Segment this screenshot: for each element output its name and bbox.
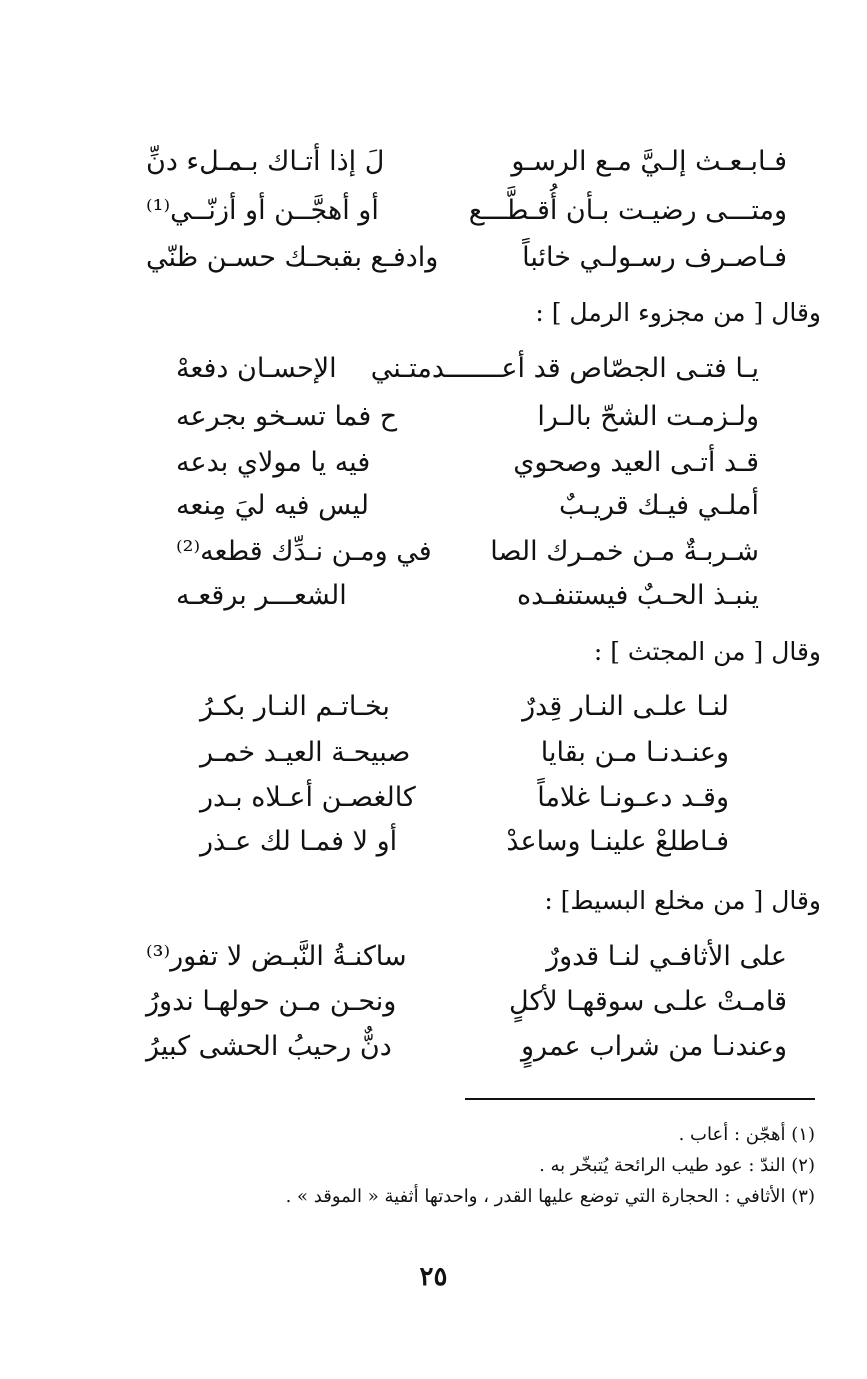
- footnote: (١) أهجّن : أعاب .: [678, 1124, 815, 1145]
- hemistich-left: ح فما تسـخو بجرعه: [176, 401, 398, 432]
- poem-intro: وقال [ من مجزوء الرمل ] :: [535, 298, 821, 327]
- hemistich-left: فيه يا مولاي بدعه: [176, 447, 371, 478]
- hemistich-left: أو أهجَّــن أو أزنّــي⁽¹⁾: [146, 195, 379, 226]
- hemistich-right: وعنـدنـا مـن بقايا: [540, 737, 729, 768]
- hemistich-right: أملـي فيـك قريـبٌ: [559, 490, 759, 521]
- hemistich-right: يـا فتـى الجصّاص قد أعـــــــدمتـني: [370, 353, 759, 384]
- hemistich-right: على الأثافـي لنـا قدورٌ: [546, 941, 787, 972]
- hemistich-right: شـربـةٌ مـن خمـرك الصا: [490, 536, 759, 567]
- hemistich-right: ينبـذ الحـبٌ فيستنفـده: [517, 580, 759, 611]
- hemistich-right: قـد أتـى العيد وصحوي: [513, 447, 759, 478]
- hemistich-left: كالغصـن أعـلاه بـدر: [200, 782, 416, 813]
- poem-intro: وقال [ من المجتث ] :: [593, 637, 821, 666]
- hemistich-left: أو لا فمـا لك عـذر: [200, 826, 398, 857]
- hemistich-left: ونحـن مـن حولهـا ندورُ: [146, 986, 397, 1017]
- hemistich-right: ومتـــى رضيـت بـأن أُقـطَّـــع: [468, 195, 787, 226]
- page-number: ٢٥: [419, 1262, 448, 1292]
- hemistich-right: ولـزمـت الشحّ بالـرا: [537, 401, 759, 432]
- hemistich-left: في ومـن نـدِّك قطعه⁽²⁾: [176, 536, 432, 567]
- footnote-separator: [465, 1098, 815, 1100]
- poem-intro: وقال [ من مخلع البسيط] :: [544, 886, 821, 915]
- hemistich-right: وعندنـا من شراب عمروٍ: [521, 1031, 787, 1062]
- hemistich-left: الإحسـان دفعهْ: [176, 353, 337, 384]
- hemistich-left: لَ إذا أتـاك بـمـلء دنِّ: [146, 146, 385, 177]
- hemistich-right: فـاصـرف رسـولـي خائباً: [522, 242, 787, 273]
- hemistich-right: وقـد دعـونـا غلاماً: [537, 782, 729, 813]
- hemistich-left: وادفـع بقبحـك حسـن ظنّي: [146, 242, 439, 273]
- footnote: (٣) الأثافي : الحجارة التي توضع عليها القدر ، واحدتها أثفية « الموقد » .: [285, 1186, 815, 1207]
- hemistich-left: ليس فيه ليَ مِنعه: [176, 490, 369, 521]
- hemistich-left: بخـاتـم النـار بكـرُ: [200, 691, 390, 722]
- hemistich-right: فـاطلعْ علينـا وساعدْ: [506, 826, 729, 857]
- hemistich-right: فـابـعـث إلـيَّ مـع الرسـو: [511, 146, 787, 177]
- hemistich-left: ساكنـةُ النَّبـض لا تفور⁽³⁾: [146, 941, 407, 972]
- hemistich-left: صبيحـة العيـد خمـر: [200, 737, 411, 768]
- hemistich-left: الشعـــر برقعـه: [176, 580, 347, 611]
- footnote: (٢) الندّ : عود طيب الرائحة يُتبخّر به .: [539, 1155, 815, 1176]
- hemistich-left: دنٌّ رحيبُ الحشى كبيرُ: [146, 1031, 392, 1062]
- hemistich-right: لنـا علـى النـار قِدرٌ: [522, 691, 729, 722]
- hemistich-right: قامـتْ علـى سوقهـا لأكلٍ: [509, 986, 787, 1017]
